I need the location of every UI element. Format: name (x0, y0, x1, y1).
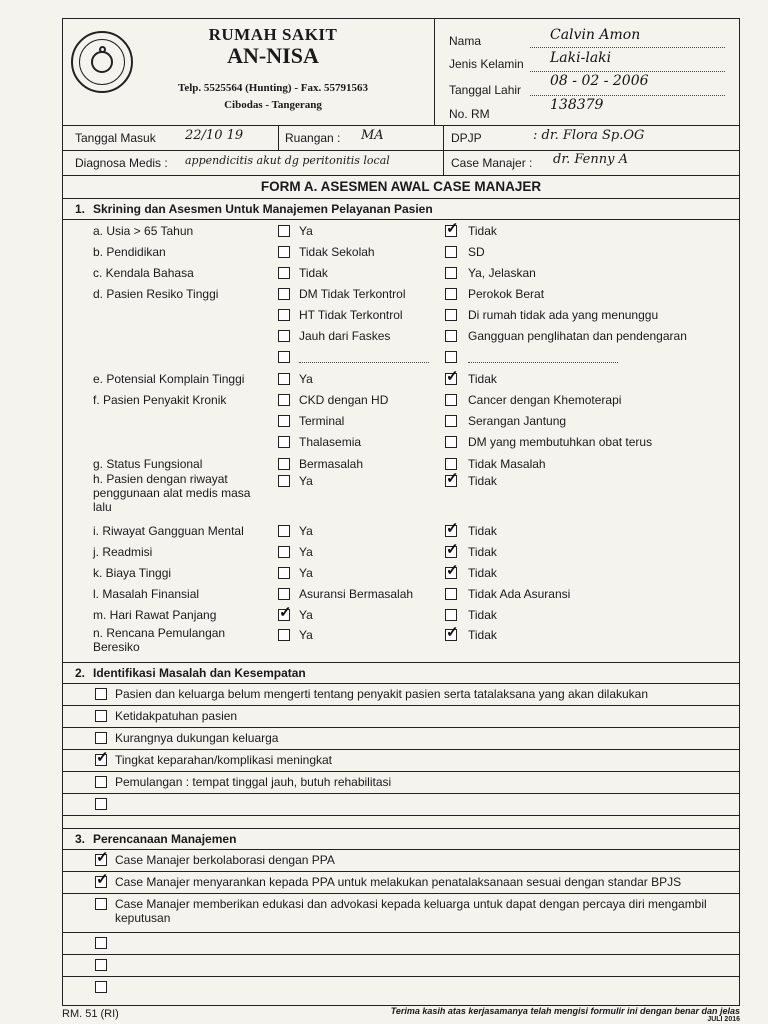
row-label: l. Masalah Finansial (93, 587, 200, 601)
dob-dotline (530, 95, 725, 96)
gender-label: Jenis Kelamin (449, 57, 524, 71)
hospital-logo (71, 31, 133, 93)
checkbox-thalasemia[interactable] (278, 436, 290, 448)
option-label: Tidak (468, 474, 497, 488)
hospital-phone: Telp. 5525564 (Hunting) - Fax. 55791563 (178, 82, 368, 94)
checkbox-terminal[interactable] (278, 415, 290, 427)
option-label: Ya (299, 474, 313, 488)
row-label: c. Kendala Bahasa (93, 266, 194, 280)
section3-number: 3. (75, 832, 86, 846)
plan-item: Case Manajer menyarankan kepada PPA untuk melakukan penatalaksanaan sesuai dengan standar BPJS (115, 875, 682, 889)
check-mark-icon: ✓ (446, 541, 459, 558)
checkbox-plan-4[interactable] (95, 937, 107, 949)
row-divider (63, 893, 739, 894)
divider (278, 126, 279, 150)
checkbox-problem-3[interactable] (95, 732, 107, 744)
checkbox-fungsional-bermasalah[interactable] (278, 458, 290, 470)
admission-row (63, 126, 739, 151)
check-mark-icon: ✓ (446, 470, 459, 487)
checkbox-bahasa-tidak[interactable] (278, 267, 290, 279)
option-label: Tidak (468, 608, 497, 622)
row-divider (63, 793, 739, 794)
check-mark-icon: ✓ (446, 520, 459, 537)
row-label: d. Pasien Resiko Tinggi (93, 287, 219, 301)
row-divider (63, 683, 739, 684)
option-label: Tidak Masalah (468, 457, 546, 471)
checkbox-pemulangan-ya[interactable] (278, 629, 290, 641)
option-label: Di rumah tidak ada yang menunggu (468, 308, 659, 322)
checkbox-biaya-ya[interactable] (278, 567, 290, 579)
check-mark-icon: ✓ (446, 368, 459, 385)
form-page (62, 18, 742, 1023)
checkbox-lainnya-1[interactable] (278, 351, 290, 363)
row-divider (63, 662, 739, 663)
section2-number: 2. (75, 666, 86, 680)
section1-number: 1. (75, 202, 86, 216)
checkbox-komplain-ya[interactable] (278, 373, 290, 385)
option-label: Ya (299, 545, 313, 559)
checkbox-ht-tidak-terkontrol[interactable] (278, 309, 290, 321)
option-label: Jauh dari Faskes (299, 329, 391, 343)
other-field[interactable] (299, 350, 429, 363)
section2-title: Identifikasi Masalah dan Kesempatan (93, 666, 306, 680)
option-label: Tidak Ada Asuransi (468, 587, 571, 601)
section2-heading (63, 664, 739, 682)
row-divider (63, 771, 739, 772)
option-label: Tidak (468, 628, 497, 642)
option-label: Tidak (468, 224, 497, 238)
check-mark-icon: ✓ (446, 624, 459, 641)
checkbox-problem-1[interactable] (95, 688, 107, 700)
checkbox-problem-6[interactable] (95, 798, 107, 810)
checkbox-plan-3[interactable] (95, 898, 107, 910)
row-label: j. Readmisi (93, 545, 153, 559)
name-label: Nama (449, 34, 482, 48)
row-label: f. Pasien Penyakit Kronik (93, 393, 227, 407)
row-label: a. Usia > 65 Tahun (93, 224, 194, 238)
option-label: DM yang membutuhkan obat terus (468, 435, 653, 449)
dpjp-label: DPJP (451, 131, 482, 145)
footer-date: JULI 2016 (707, 1016, 740, 1023)
check-mark-icon: ✓ (446, 562, 459, 579)
option-label: DM Tidak Terkontrol (299, 287, 406, 301)
check-mark-icon: ✓ (96, 749, 109, 766)
checkbox-tidak-ada-yang-menunggu[interactable] (445, 309, 457, 321)
dob-value[interactable]: 08 - 02 - 2006 (550, 73, 649, 89)
dob-label: Tanggal Lahir (449, 83, 522, 97)
row-label: g. Status Fungsional (93, 457, 203, 471)
row-divider (63, 749, 739, 750)
checkbox-dm-tidak-terkontrol[interactable] (278, 288, 290, 300)
footer-note: Terima kasih atas kerjasamanya telah mengisi formulir ini dengan benar dan jelas (390, 1006, 740, 1016)
row-divider (63, 705, 739, 706)
hospital-name-line1: RUMAH SAKIT (208, 25, 338, 44)
option-label: Cancer dengan Khemoterapi (468, 393, 622, 407)
row-divider (63, 976, 739, 977)
row-label: n. Rencana Pemulangan Beresiko (93, 626, 226, 654)
row-divider (63, 954, 739, 955)
name-dotline (530, 47, 725, 48)
option-label: HT Tidak Terkontrol (299, 308, 403, 322)
checkbox-usia-ya[interactable] (278, 225, 290, 237)
row-divider (63, 828, 739, 829)
checkbox-plan-6[interactable] (95, 981, 107, 993)
logo-dot (99, 46, 106, 53)
option-label: Tidak (468, 524, 497, 538)
checkbox-readmisi-ya[interactable] (278, 546, 290, 558)
checkbox-serangan-jantung[interactable] (445, 415, 457, 427)
checkbox-ckd-hd[interactable] (278, 394, 290, 406)
checkbox-asuransi-bermasalah[interactable] (278, 588, 290, 600)
problem-item: Kurangnya dukungan keluarga (115, 731, 279, 745)
hospital-address: Cibodas - Tangerang (224, 99, 322, 111)
option-label: Perokok Berat (468, 287, 545, 301)
checkbox-dm-obat-terus[interactable] (445, 436, 457, 448)
checkbox-perokok-berat[interactable] (445, 288, 457, 300)
divider (443, 126, 444, 150)
option-label: Tidak (299, 266, 328, 280)
problem-item: Pasien dan keluarga belum mengerti tentang penyakit pasien serta tatalaksana yang akan dilakukan (115, 687, 649, 701)
check-mark-icon: ✓ (96, 849, 109, 866)
form-code: RM. 51 (RI) (62, 1008, 119, 1020)
patient-identity-box (434, 18, 740, 126)
name-value[interactable]: Calvin Amon (550, 27, 641, 43)
checkbox-pendidikan-sd[interactable] (445, 246, 457, 258)
form-title: FORM A. ASESMEN AWAL CASE MANAJER (63, 176, 739, 199)
option-label: Ya (299, 372, 313, 386)
checkbox-gangguan-penglihatan[interactable] (445, 330, 457, 342)
divider (443, 151, 444, 175)
section3-title: Perencanaan Manajemen (93, 832, 237, 846)
hospital-header (62, 18, 434, 126)
ruangan-label: Ruangan : (285, 131, 341, 145)
option-label: Bermasalah (299, 457, 364, 471)
problem-item: Ketidakpatuhan pasien (115, 709, 238, 723)
option-label: Thalasemia (299, 435, 362, 449)
diagnosa-label: Diagnosa Medis : (75, 156, 168, 170)
assessment-form (62, 176, 740, 1006)
row-label: i. Riwayat Gangguan Mental (93, 524, 244, 538)
checkbox-pendidikan-tidak-sekolah[interactable] (278, 246, 290, 258)
row-label: b. Pendidikan (93, 245, 166, 259)
option-label: SD (468, 245, 485, 259)
checkbox-rawat-panjang-tidak[interactable] (445, 609, 457, 621)
option-label: Gangguan penglihatan dan pendengaran (468, 329, 687, 343)
checkbox-cancer-khemoterapi[interactable] (445, 394, 457, 406)
option-label: Tidak (468, 545, 497, 559)
option-label: CKD dengan HD (299, 393, 389, 407)
option-label: Tidak Sekolah (299, 245, 375, 259)
check-mark-icon: ✓ (96, 871, 109, 888)
logo-core (91, 51, 113, 73)
admission-info (62, 126, 740, 176)
tanggal-masuk-label: Tanggal Masuk (75, 131, 156, 145)
rm-label: No. RM (449, 107, 490, 121)
option-label: Asuransi Bermasalah (299, 587, 414, 601)
option-label: Ya (299, 566, 313, 580)
case-manajer-value[interactable]: dr. Fenny A (553, 152, 628, 167)
section1-heading (63, 200, 739, 218)
option-label: Tidak (468, 566, 497, 580)
plan-item: Case Manajer berkolaborasi dengan PPA (115, 853, 335, 867)
checkbox-plan-5[interactable] (95, 959, 107, 971)
plan-item: Case Manajer memberikan edukasi dan advokasi kepada keluarga untuk dapat dengan percaya diri mengambil keputusan (115, 897, 707, 925)
checkbox-problem-5[interactable] (95, 776, 107, 788)
option-label: Ya (299, 224, 313, 238)
dpjp-value[interactable]: : dr. Flora Sp.OG (533, 128, 645, 143)
tanggal-masuk-value[interactable]: 22/10 19 (185, 128, 244, 143)
hospital-name-line2: AN-NISA (227, 43, 319, 68)
diagnosis-row (63, 151, 739, 175)
option-label: Ya, Jelaskan (468, 266, 536, 280)
check-mark-icon: ✓ (279, 604, 292, 621)
row-divider (63, 815, 739, 816)
section1-title: Skrining dan Asesmen Untuk Manajemen Pelayanan Pasien (93, 202, 433, 216)
row-divider (63, 727, 739, 728)
row-label: h. Pasien dengan riwayat penggunaan alat medis masa lalu (93, 472, 251, 514)
option-label: Ya (299, 608, 313, 622)
problem-item: Pemulangan : tempat tinggal jauh, butuh rehabilitasi (115, 775, 392, 789)
gender-value[interactable]: Laki-laki (550, 50, 612, 66)
check-mark-icon: ✓ (446, 220, 459, 237)
gender-dotline (530, 71, 725, 72)
row-divider (63, 871, 739, 872)
checkbox-tidak-ada-asuransi[interactable] (445, 588, 457, 600)
other-field[interactable] (468, 350, 618, 363)
case-manajer-label: Case Manajer : (451, 156, 533, 170)
section3-heading (63, 830, 739, 848)
row-divider (63, 849, 739, 850)
option-label: Ya (299, 524, 313, 538)
problem-item: Tingkat keparahan/komplikasi meningkat (115, 753, 333, 767)
checkbox-mental-ya[interactable] (278, 525, 290, 537)
option-label: Tidak (468, 372, 497, 386)
rm-value[interactable]: 138379 (550, 97, 604, 113)
checkbox-problem-2[interactable] (95, 710, 107, 722)
option-label: Terminal (299, 414, 345, 428)
checkbox-alat-medis-ya[interactable] (278, 475, 290, 487)
row-divider (63, 932, 739, 933)
diagnosa-value[interactable]: appendicitis akut dg peritonitis local (185, 154, 390, 167)
ruangan-value[interactable]: MA (361, 128, 384, 143)
checkbox-jauh-dari-faskes[interactable] (278, 330, 290, 342)
checkbox-bahasa-ya[interactable] (445, 267, 457, 279)
option-label: Ya (299, 628, 313, 642)
option-label: Serangan Jantung (468, 414, 567, 428)
row-label: k. Biaya Tinggi (93, 566, 172, 580)
row-label: m. Hari Rawat Panjang (93, 608, 217, 622)
row-divider (63, 219, 739, 220)
checkbox-fungsional-tidak-masalah[interactable] (445, 458, 457, 470)
row-label: e. Potensial Komplain Tinggi (93, 372, 245, 386)
checkbox-lainnya-2[interactable] (445, 351, 457, 363)
